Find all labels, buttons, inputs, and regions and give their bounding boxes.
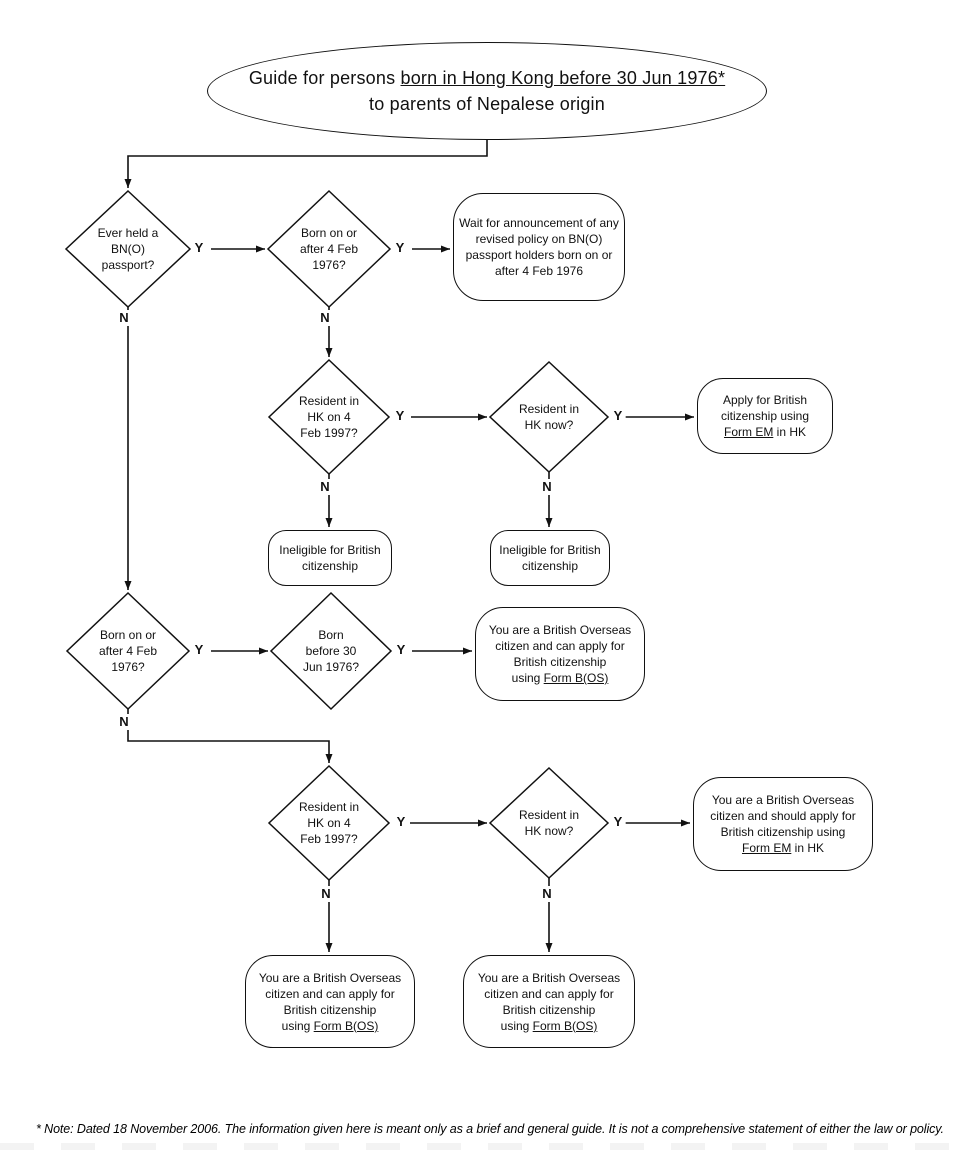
terminal-bos-should-apply-form-em xyxy=(693,777,873,871)
terminal-ineligible-right-text: citizenship xyxy=(521,559,578,573)
terminal-bos-can-apply-row3-text: British citizenship xyxy=(513,655,607,669)
decision-born-on-or-after-4feb1976-top xyxy=(268,191,390,307)
label-no-d4: N xyxy=(539,479,554,495)
decision-resident-hk-4feb1997-lower xyxy=(269,766,389,880)
decision-ever-held-bno-passport-text: BN(O) xyxy=(110,242,145,256)
decision-resident-hk-4feb1997-upper-text: Feb 1997? xyxy=(300,426,358,440)
terminal-apply-form-em-in-hk-text: Apply for British xyxy=(722,393,808,407)
label-no-d8: N xyxy=(539,886,554,902)
decision-born-before-30jun1976-text: before 30 xyxy=(305,644,357,658)
decision-resident-hk-now-upper xyxy=(490,362,608,472)
decision-born-on-or-after-4feb1976-left-text: 1976? xyxy=(111,660,145,674)
decision-ever-held-bno-passport-text: passport? xyxy=(101,258,155,272)
decision-resident-hk-now-lower-text: Resident in xyxy=(518,808,580,822)
terminal-wait-announcement xyxy=(453,193,625,301)
terminal-wait-announcement-text: revised policy on BN(O) xyxy=(475,232,603,246)
terminal-wait-announcement-text: passport holders born on or xyxy=(465,248,613,262)
terminal-bos-should-apply-form-em-text: in HK xyxy=(791,841,825,855)
label-yes-d6: Y xyxy=(394,642,409,658)
terminal-ineligible-right-text: Ineligible for British xyxy=(499,543,601,557)
edge-d5-no-d7 xyxy=(128,709,329,763)
label-yes-d1: Y xyxy=(192,240,207,256)
label-yes-d5: Y xyxy=(192,642,207,658)
title-ellipse-text: born in Hong Kong before 30 Jun 1976* xyxy=(400,68,726,88)
terminal-ineligible-left-text: Ineligible for British xyxy=(279,543,381,557)
label-yes-d2: Y xyxy=(393,240,408,256)
decision-resident-hk-4feb1997-upper xyxy=(269,360,389,474)
terminal-bos-can-apply-row3-text: using xyxy=(511,671,544,685)
terminal-bos-can-apply-row3 xyxy=(475,607,645,701)
decision-born-on-or-after-4feb1976-top-text: 1976? xyxy=(312,258,346,272)
terminal-bos-should-apply-form-em-text: You are a British Overseas xyxy=(711,793,855,807)
decision-born-before-30jun1976-text: Jun 1976? xyxy=(302,660,360,674)
terminal-bos-can-apply-bottom-right-text: using xyxy=(500,1018,533,1033)
decision-resident-hk-4feb1997-upper-text: HK on 4 xyxy=(307,410,351,424)
terminal-bos-can-apply-bottom-right xyxy=(463,955,635,1048)
form-bos-link[interactable]: Form B(OS) xyxy=(532,1018,598,1033)
title-ellipse xyxy=(207,42,767,140)
title-ellipse-text: to parents of Nepalese origin xyxy=(369,94,605,114)
terminal-bos-can-apply-bottom-left-text: citizen and can apply for xyxy=(265,986,395,1001)
label-no-d1: N xyxy=(116,310,131,326)
terminal-bos-can-apply-bottom-left xyxy=(245,955,415,1048)
terminal-apply-form-em-in-hk-text: citizenship using xyxy=(720,409,810,423)
decision-born-before-30jun1976 xyxy=(271,593,391,709)
form-bos-link[interactable]: Form B(OS) xyxy=(313,1018,379,1033)
decision-born-on-or-after-4feb1976-left xyxy=(67,593,189,709)
form-bos-link[interactable]: Form B(OS) xyxy=(543,671,609,685)
decision-ever-held-bno-passport-text: Ever held a xyxy=(97,226,159,240)
decision-born-on-or-after-4feb1976-left-text: after 4 Feb xyxy=(98,644,158,658)
terminal-bos-can-apply-row3-text: You are a British Overseas xyxy=(488,623,632,637)
label-yes-d7: Y xyxy=(394,814,409,830)
scan-artifact-band xyxy=(0,1143,960,1150)
title-ellipse-text: Guide for persons xyxy=(248,68,401,88)
decision-born-on-or-after-4feb1976-left-text: Born on or xyxy=(99,628,157,642)
edge-title-to-d1 xyxy=(128,140,487,188)
terminal-ineligible-left xyxy=(268,530,392,586)
decision-resident-hk-4feb1997-lower-text: Resident in xyxy=(298,800,360,814)
decision-resident-hk-now-lower-text: HK now? xyxy=(524,824,574,838)
decision-resident-hk-now-upper-text: Resident in xyxy=(518,402,580,416)
terminal-bos-can-apply-bottom-right-text: citizen and can apply for xyxy=(484,986,614,1001)
decision-born-on-or-after-4feb1976-top-text: Born on or xyxy=(300,226,358,240)
label-no-d3: N xyxy=(317,479,332,495)
decision-born-on-or-after-4feb1976-top-text: after 4 Feb xyxy=(299,242,359,256)
terminal-wait-announcement-text: after 4 Feb 1976 xyxy=(494,264,584,278)
decision-resident-hk-now-lower xyxy=(490,768,608,878)
label-yes-d8: Y xyxy=(611,814,626,830)
label-yes-d3: Y xyxy=(393,408,408,424)
terminal-ineligible-left-text: citizenship xyxy=(301,559,358,573)
terminal-bos-can-apply-bottom-right-text: You are a British Overseas xyxy=(477,970,621,985)
terminal-bos-can-apply-bottom-left-text: British citizenship xyxy=(283,1002,377,1017)
terminal-bos-can-apply-row3-text: citizen and can apply for xyxy=(495,639,625,653)
terminal-bos-can-apply-bottom-left-text: using xyxy=(281,1018,314,1033)
decision-resident-hk-4feb1997-lower-text: HK on 4 xyxy=(307,816,351,830)
decision-born-before-30jun1976-text: Born xyxy=(318,628,344,642)
label-no-d2: N xyxy=(317,310,332,326)
terminal-ineligible-right xyxy=(490,530,610,586)
decision-resident-hk-4feb1997-lower-text: Feb 1997? xyxy=(300,832,358,846)
label-no-d7: N xyxy=(318,886,333,902)
decision-resident-hk-4feb1997-upper-text: Resident in xyxy=(298,394,360,408)
label-yes-d4: Y xyxy=(611,408,626,424)
terminal-bos-can-apply-bottom-left-text: You are a British Overseas xyxy=(258,970,402,985)
form-em-link[interactable]: Form EM xyxy=(741,841,792,855)
decision-ever-held-bno-passport xyxy=(66,191,190,307)
form-em-link[interactable]: Form EM xyxy=(723,425,774,439)
terminal-wait-announcement-text: Wait for announcement of any xyxy=(459,216,619,230)
terminal-apply-form-em-in-hk xyxy=(697,378,833,454)
terminal-bos-can-apply-bottom-right-text: British citizenship xyxy=(502,1002,596,1017)
decision-resident-hk-now-upper-text: HK now? xyxy=(524,418,574,432)
label-no-d5: N xyxy=(116,714,131,730)
terminal-bos-should-apply-form-em-text: citizen and should apply for xyxy=(710,809,856,823)
terminal-apply-form-em-in-hk-text: in HK xyxy=(773,425,807,439)
terminal-bos-should-apply-form-em-text: British citizenship using xyxy=(720,825,846,839)
footnote-text: * Note: Dated 18 November 2006. The information given here is meant only as a brief and general guide. It is not a comprehensive statement of either the law or policy. xyxy=(36,1122,944,1136)
